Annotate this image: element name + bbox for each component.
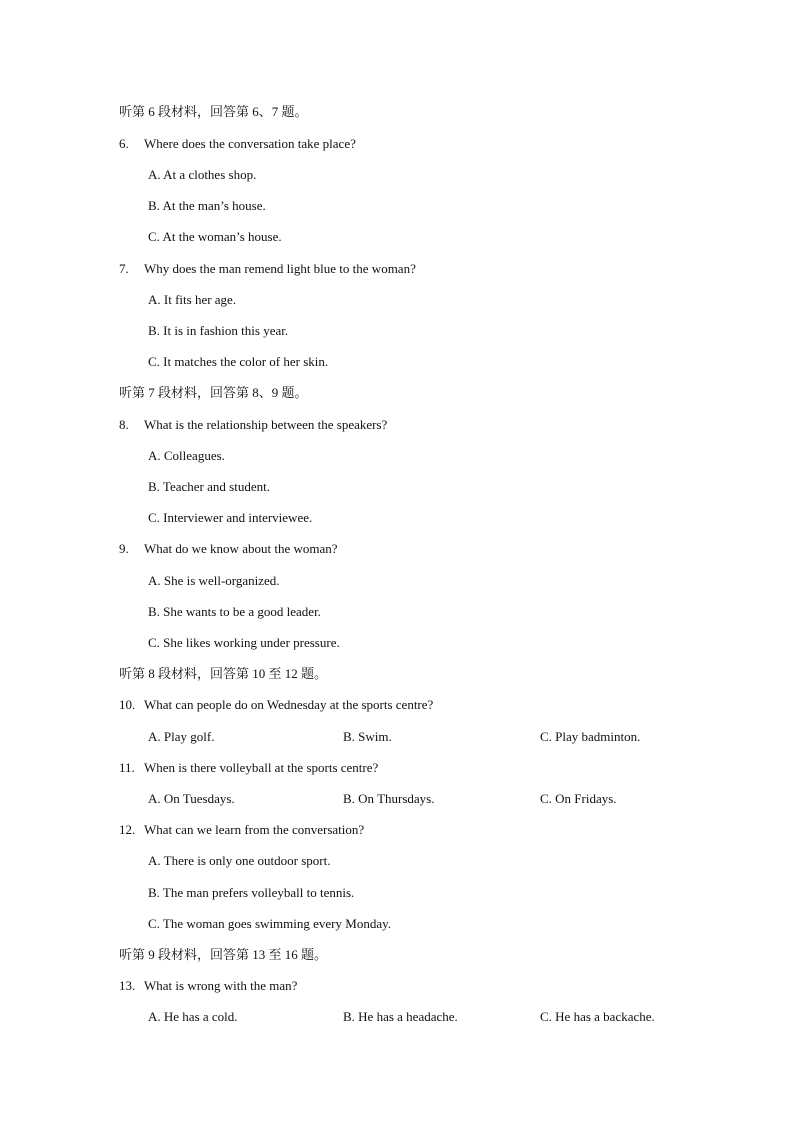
question-text: What can people do on Wednesday at the sports centre? bbox=[144, 697, 434, 712]
question-text: What is wrong with the man? bbox=[144, 978, 298, 993]
option-b: B. Teacher and student. bbox=[148, 479, 270, 494]
option-c: C. At the woman’s house. bbox=[148, 229, 282, 244]
option-c: C. On Fridays. bbox=[540, 791, 617, 806]
question-text: What do we know about the woman? bbox=[144, 541, 338, 556]
question-number: 7. bbox=[119, 261, 129, 276]
question-text: Why does the man remend light blue to the woman? bbox=[144, 261, 416, 276]
option-a: A. On Tuesdays. bbox=[148, 791, 235, 806]
question-number: 9. bbox=[119, 541, 129, 556]
option-c: C. He has a backache. bbox=[540, 1009, 655, 1024]
question-text: When is there volleyball at the sports centre? bbox=[144, 760, 379, 775]
option-b: B. Swim. bbox=[343, 729, 392, 744]
question-text: Where does the conversation take place? bbox=[144, 136, 356, 151]
option-a: A. There is only one outdoor sport. bbox=[148, 853, 331, 868]
option-a: A. She is well-organized. bbox=[148, 573, 280, 588]
option-a: A. At a clothes shop. bbox=[148, 167, 257, 182]
question-text: What can we learn from the conversation? bbox=[144, 822, 365, 837]
option-c: C. Play badminton. bbox=[540, 729, 641, 744]
option-a: A. Play golf. bbox=[148, 729, 215, 744]
section-header: 听第 7 段材料，回答第 8、9 题。 bbox=[119, 385, 308, 400]
question-number: 8. bbox=[119, 417, 129, 432]
option-b: B. He has a headache. bbox=[343, 1009, 458, 1024]
option-c: C. The woman goes swimming every Monday. bbox=[148, 916, 391, 931]
option-b: B. It is in fashion this year. bbox=[148, 323, 289, 338]
option-c: C. It matches the color of her skin. bbox=[148, 354, 329, 369]
option-c: C. She likes working under pressure. bbox=[148, 635, 340, 650]
question-number: 6. bbox=[119, 136, 129, 151]
option-b: B. She wants to be a good leader. bbox=[148, 604, 321, 619]
question-number: 11. bbox=[119, 760, 135, 775]
option-b: B. At the man’s house. bbox=[148, 198, 266, 213]
question-number: 10. bbox=[119, 697, 136, 712]
section-header: 听第 8 段材料，回答第 10 至 12 题。 bbox=[119, 666, 328, 681]
question-number: 13. bbox=[119, 978, 136, 993]
option-b: B. On Thursdays. bbox=[343, 791, 435, 806]
option-c: C. Interviewer and interviewee. bbox=[148, 510, 313, 525]
option-a: A. He has a cold. bbox=[148, 1009, 238, 1024]
option-a: A. It fits her age. bbox=[148, 292, 237, 307]
option-a: A. Colleagues. bbox=[148, 448, 225, 463]
question-text: What is the relationship between the speakers? bbox=[144, 417, 388, 432]
section-header: 听第 9 段材料，回答第 13 至 16 题。 bbox=[119, 947, 328, 962]
section-header: 听第 6 段材料，回答第 6、7 题。 bbox=[119, 104, 308, 119]
question-number: 12. bbox=[119, 822, 136, 837]
option-b: B. The man prefers volleyball to tennis. bbox=[148, 885, 355, 900]
